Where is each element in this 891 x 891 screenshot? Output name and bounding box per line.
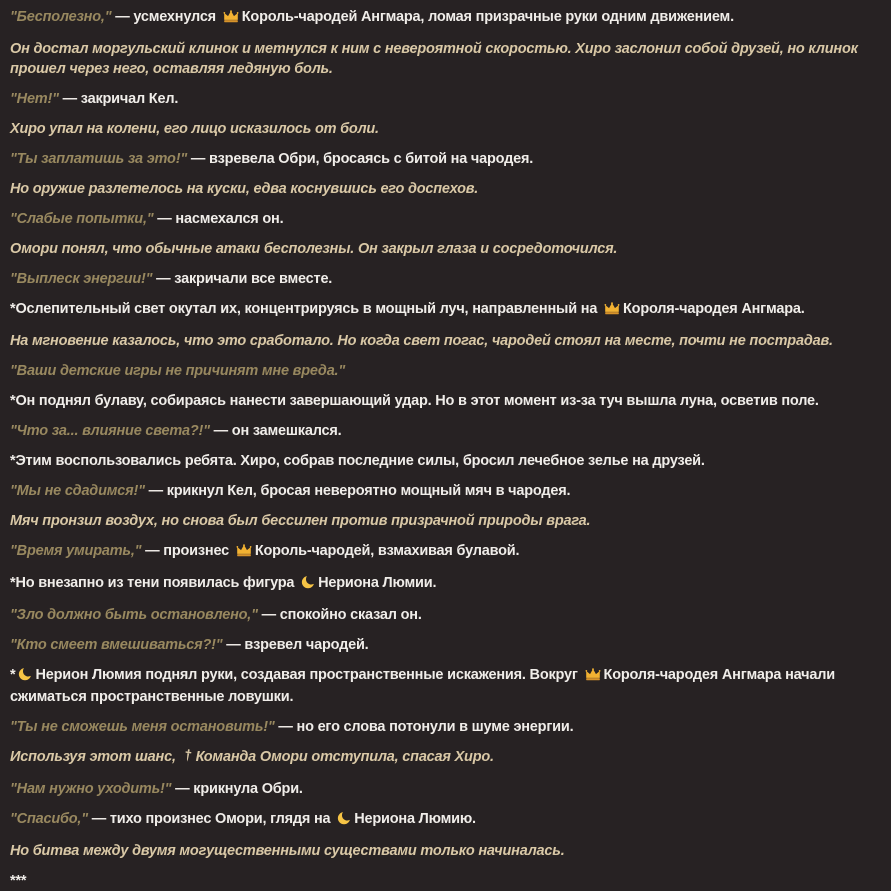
dagger-icon bbox=[183, 748, 193, 769]
narration-text: — произнес bbox=[141, 543, 233, 559]
action-text: Но оружие разлетелось на куски, едва коснувшись его доспехов. bbox=[10, 181, 479, 197]
paragraph bbox=[10, 511, 881, 531]
paragraph bbox=[10, 665, 881, 707]
action-text: Но битва между двумя могущественными существами только начиналась. bbox=[10, 843, 565, 859]
narration-text: — взревела Обри, бросаясь с битой на чародея. bbox=[187, 151, 534, 167]
dialogue-quote: "Нам нужно уходить!" bbox=[10, 781, 172, 797]
narration-text: * bbox=[10, 667, 16, 683]
action-text: На мгновение казалось, что это сработало. Но когда свет погас, чародей стоял на месте, почти не пострадав. bbox=[10, 333, 833, 349]
dialogue-quote: "Кто смеет вмешиваться?!" bbox=[10, 637, 223, 653]
paragraph bbox=[10, 7, 881, 29]
narration-text: *Этим воспользовались ребята. Хиро, собрав последние силы, бросил лечебное зелье на друзей. bbox=[10, 453, 705, 469]
action-text: Мяч пронзил воздух, но снова был бессилен против призрачной природы врага. bbox=[10, 513, 591, 529]
dialogue-quote: "Нет!" bbox=[10, 91, 59, 107]
paragraph bbox=[10, 841, 881, 861]
narration-text: *Ослепительный свет окутал их, концентрируясь в мощный луч, направленный на bbox=[10, 301, 602, 317]
character-name: Короля-чародея Ангмара bbox=[623, 301, 801, 317]
narration-text: , взмахивая булавой. bbox=[370, 543, 520, 559]
crescent-moon-icon bbox=[337, 811, 351, 831]
paragraph bbox=[10, 421, 881, 441]
paragraph bbox=[10, 179, 881, 199]
action-text: Хиро упал на колени, его лицо исказилось от боли. bbox=[10, 121, 379, 137]
character-name: Король-чародей bbox=[254, 543, 371, 559]
action-text: Используя этот шанс, bbox=[10, 749, 180, 765]
character-name: Король-чародей Ангмара bbox=[241, 9, 421, 25]
paragraph bbox=[10, 39, 881, 79]
narration-text: — он замешкался. bbox=[209, 423, 342, 439]
narration-text: — закричал Кел. bbox=[58, 91, 179, 107]
narration-text: — взревел чародей. bbox=[222, 637, 369, 653]
narration-text: — крикнул Кел, бросая невероятно мощный мяч в чародея. bbox=[144, 483, 571, 499]
narration-text: . bbox=[432, 575, 437, 591]
paragraph bbox=[10, 747, 881, 769]
narration-text: *Но внезапно из тени появилась фигура bbox=[10, 575, 299, 591]
action-text: Омори понял, что обычные атаки бесполезны. Он закрыл глаза и сосредоточился. bbox=[10, 241, 618, 257]
narration-text: — тихо произнес Омори, глядя на bbox=[87, 811, 335, 827]
narration-text: . bbox=[800, 301, 805, 317]
narration-text: , ломая призрачные руки одним движением. bbox=[420, 9, 734, 25]
character-name: Короля-чародея Ангмара bbox=[603, 667, 782, 683]
crescent-moon-icon bbox=[301, 575, 315, 595]
dialogue-quote: "Слабые попытки," bbox=[10, 211, 154, 227]
character-name: Нериона Люмию bbox=[354, 811, 473, 827]
character-name: Нериона Люмии bbox=[318, 575, 433, 591]
narration-text: *Он поднял булаву, собираясь нанести завершающий удар. Но в этот момент из-за туч вышла луна, осветив поле. bbox=[10, 393, 819, 409]
crown-icon bbox=[585, 667, 601, 687]
paragraph bbox=[10, 209, 881, 229]
narration-text: начали сжиматься пространственные ловушки. bbox=[10, 667, 835, 705]
paragraph bbox=[10, 481, 881, 501]
paragraph bbox=[10, 573, 881, 595]
dialogue-quote: "Время умирать," bbox=[10, 543, 142, 559]
narration-text: *** bbox=[10, 873, 27, 889]
dialogue-quote: "Спасибо," bbox=[10, 811, 88, 827]
dialogue-quote: "Зло должно быть остановлено," bbox=[10, 607, 258, 623]
crown-icon bbox=[604, 301, 620, 321]
paragraph bbox=[10, 361, 881, 381]
narration-text: . bbox=[472, 811, 476, 827]
narration-text: — насмехался он. bbox=[153, 211, 284, 227]
narration-text: — но его слова потонули в шуме энергии. bbox=[274, 719, 574, 735]
paragraph bbox=[10, 149, 881, 169]
crown-icon bbox=[223, 9, 239, 29]
dialogue-quote: "Ваши детские игры не причинят мне вреда." bbox=[10, 363, 346, 379]
action-text: Он достал моргульский клинок и метнулся к ним с невероятной скоростью. Хиро заслонил собой друзей, но клинок прошел через него, оставляя ледяную боль. bbox=[10, 41, 858, 77]
dialogue-quote: "Что за... влияние света?!" bbox=[10, 423, 210, 439]
paragraph bbox=[10, 299, 881, 321]
paragraph bbox=[10, 119, 881, 139]
character-name: Нерион Люмия bbox=[35, 667, 142, 683]
paragraph bbox=[10, 635, 881, 655]
dialogue-quote: "Мы не сдадимся!" bbox=[10, 483, 145, 499]
team-name: Команда Омори bbox=[195, 749, 308, 765]
paragraph bbox=[10, 451, 881, 471]
dialogue-quote: "Ты заплатишь за это!" bbox=[10, 151, 187, 167]
crown-icon bbox=[236, 543, 252, 563]
paragraph bbox=[10, 391, 881, 411]
paragraph bbox=[10, 779, 881, 799]
action-text: отступила, спасая Хиро. bbox=[307, 749, 494, 765]
paragraph bbox=[10, 809, 881, 831]
paragraph bbox=[10, 717, 881, 737]
paragraph bbox=[10, 541, 881, 563]
paragraph bbox=[10, 239, 881, 259]
paragraph bbox=[10, 331, 881, 351]
story-content bbox=[10, 7, 881, 891]
paragraph bbox=[10, 89, 881, 109]
narration-text: поднял руки, создавая пространственные искажения. Вокруг bbox=[141, 667, 582, 683]
narration-text: — закричали все вместе. bbox=[152, 271, 333, 287]
narration-text: — спокойно сказал он. bbox=[257, 607, 422, 623]
dialogue-quote: "Выплеск энергии!" bbox=[10, 271, 153, 287]
paragraph bbox=[10, 605, 881, 625]
crescent-moon-icon bbox=[18, 667, 32, 687]
dialogue-quote: "Ты не сможешь меня остановить!" bbox=[10, 719, 275, 735]
paragraph bbox=[10, 871, 881, 891]
narration-text: — крикнула Обри. bbox=[171, 781, 303, 797]
paragraph bbox=[10, 269, 881, 289]
narration-text: — усмехнулся bbox=[111, 9, 220, 25]
dialogue-quote: "Бесполезно," bbox=[10, 9, 112, 25]
